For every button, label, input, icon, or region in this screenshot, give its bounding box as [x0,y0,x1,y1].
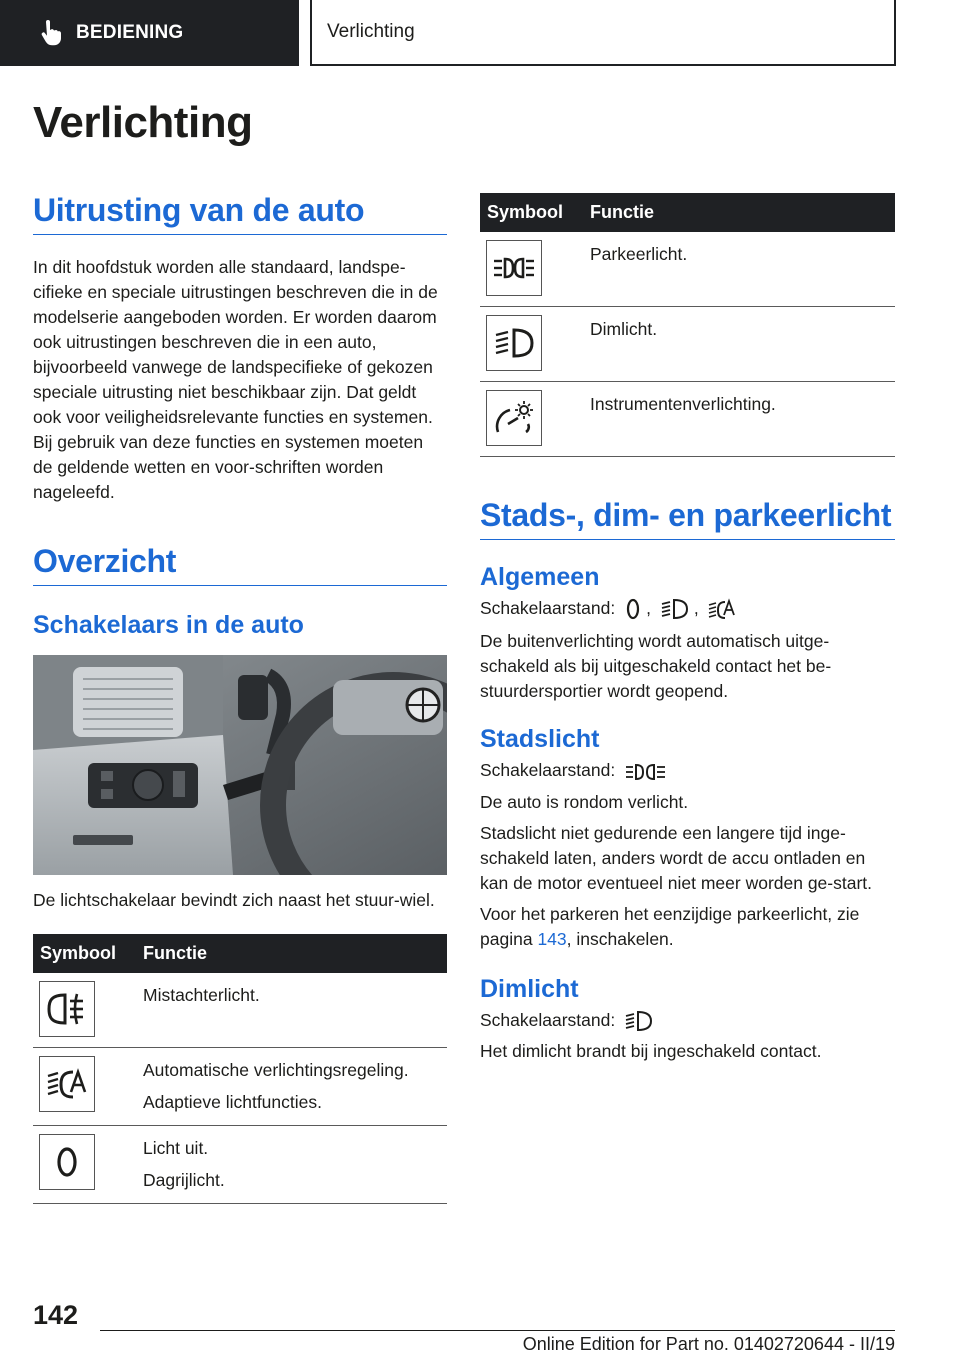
parking-light-icon [486,240,542,296]
low-beam-icon [486,315,542,371]
paragraph-low-beam: Het dimlicht brandt bij ingeschakeld contact. [480,1041,822,1062]
low-beam-icon [624,1009,654,1033]
light-off-icon [39,1134,95,1190]
topic-box [310,0,896,66]
paragraph-city-2: Stadslicht niet gedurende een langere tijd inge-schakeld laten, anders wordt de accu ontladen en kan de motor eventueel niet meer worden ge-start. [480,822,873,893]
symbol-table-left [33,934,447,1204]
edition-note: Online Edition for Part no. 01402720644 - II/19 [522,1334,895,1354]
table-row [480,232,895,307]
switch-positions-city [480,758,895,783]
page-link-143[interactable]: 143 [537,928,567,949]
separator: , [693,598,699,618]
table-header-row [33,934,447,973]
section-tab[interactable] [0,0,299,66]
automatic-headlight-icon [708,597,736,621]
function-text: Parkeerlicht. [590,244,688,264]
table-header-row [480,193,895,232]
left-column [33,192,447,1204]
table-row [33,1048,447,1126]
function-text: Adaptieve lichtfuncties. [143,1092,322,1112]
paragraph-city-1: De auto is rondom verlicht. [480,791,689,812]
separator: , [646,598,651,618]
heading-switches: Schakelaars in de auto [33,611,304,639]
low-beam-icon [660,597,690,621]
switch-positions-general [480,596,895,621]
switch-positions-low [480,1008,895,1033]
symbol-table-right [480,193,895,457]
heading-overview: Overzicht [33,543,447,586]
paragraph-equipment: In dit hoofdstuk worden alle standaard, landspe-cifieke en speciale uitrustingen beschreven die in de modelserie aangeboden worden. Er worden daarom ook uitrustingen beschreven die in een auto, bijvoorbeeld vanwege de landspecifieke of gekozen speciale uitrusting niet beschikbaar zijn. Dat geldt ook voor veiligheidsrelevante functies en systemen. Bij gebruik van deze functies en systemen moeten de geldende wetten en voor-schriften worden nageleefd. [33,257,438,502]
page-number: 142 [33,1300,79,1330]
table-row [33,973,447,1048]
function-text: Mistachterlicht. [143,985,260,1005]
light-off-icon [624,597,642,621]
parking-light-icon [624,760,668,784]
dashboard-illustration [33,655,447,875]
column-header-symbol: Symbool [480,193,582,232]
function-text: Instrumentenverlichting. [590,394,776,414]
hand-pointer-icon [40,20,62,46]
page-header [0,0,960,66]
column-header-function: Functie [135,934,447,973]
text-fragment: , inschakelen. [566,928,674,949]
column-header-symbol: Symbool [33,934,135,973]
dashboard-photo [33,655,447,875]
heading-lighting: Stads-, dim- en parkeerlicht [480,497,895,540]
automatic-headlight-icon [39,1056,95,1112]
heading-general: Algemeen [480,563,600,591]
section-label: BEDIENING [76,22,184,43]
paragraph-general: De buitenverlichting wordt automatisch uitge-schakeld als bij uitgeschakeld contact het be-stuurdersportier wordt geopend. [480,631,832,702]
rear-fog-light-icon [39,981,95,1037]
instrument-lighting-icon [486,390,542,446]
paragraph-switch-location: De lichtschakelaar bevindt zich naast het stuur-wiel. [33,890,435,910]
function-text: Dagrijlicht. [143,1170,225,1190]
page-title: Verlichting [33,98,253,147]
heading-city-light: Stadslicht [480,725,600,754]
table-row [480,382,895,457]
switch-label: Schakelaarstand: [480,1009,616,1030]
column-header-function: Functie [582,193,895,232]
text-fragment: Voor het parkeren het eenzijdige parkeerlicht, zie pagina [480,903,860,949]
footer-divider [100,1330,895,1331]
topic-label: Verlichting [327,21,415,42]
right-column [480,193,895,1064]
table-row [480,307,895,382]
switch-label: Schakelaarstand: [480,598,616,618]
switch-label: Schakelaarstand: [480,760,616,781]
table-row [33,1126,447,1204]
function-text: Automatische verlichtingsregeling. [143,1060,409,1080]
heading-low-beam: Dimlicht [480,974,579,1003]
function-text: Dimlicht. [590,319,658,339]
function-text: Licht uit. [143,1138,209,1158]
heading-equipment: Uitrusting van de auto [33,192,447,235]
paragraph-city-3 [480,902,895,952]
